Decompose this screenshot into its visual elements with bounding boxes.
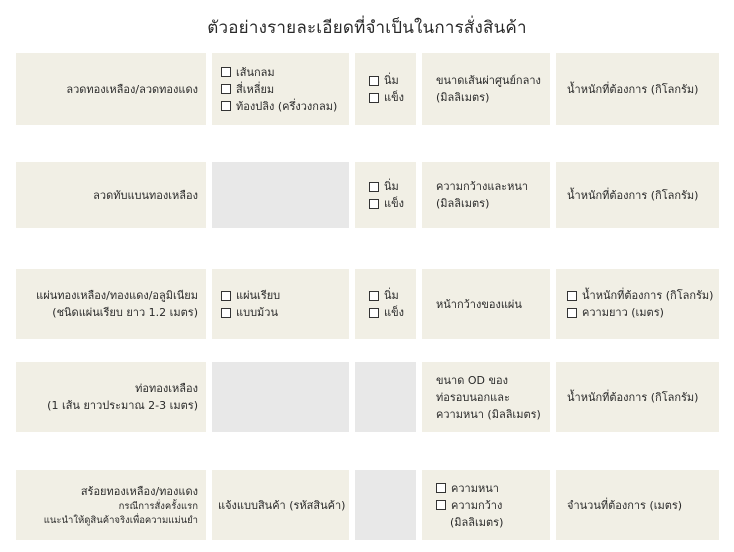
option-flat-sheet[interactable]: แผ่นเรียบ [221,287,349,304]
option-coil[interactable]: แบบม้วน [221,304,349,321]
row3-quantity-options [556,269,719,339]
option-half-round[interactable]: ท้องปลิง (ครึ่งวงกลม) [221,98,349,115]
row3-product [16,269,206,339]
row4-dimension: ขนาด OD ของ ท่อรอบนอกและ ความหนา (มิลลิเมตร) [422,362,550,432]
row2-shape-empty [212,162,349,228]
product-spec: (1 เส้น ยาวประมาณ 2-3 เมตร) [47,399,198,412]
checkbox[interactable] [436,483,446,493]
row2-product [16,162,206,228]
row1-hardness-options [355,53,416,125]
option-width[interactable]: ความกว้าง [436,497,550,514]
option-hard[interactable]: แข็ง [369,304,416,321]
product-note: กรณีการสั่งครั้งแรก [118,500,198,512]
checkbox[interactable] [369,76,379,86]
option-soft[interactable]: นิ่ม [369,72,416,89]
checkbox[interactable] [567,291,577,301]
row1-product [16,53,206,125]
row4-quantity: น้ำหนักที่ต้องการ (กิโลกรัม) [556,362,719,432]
product-note: แนะนำให้ดูสินค้าจริงเพื่อความแม่นยำ [43,514,198,526]
option-hard[interactable]: แข็ง [369,195,416,212]
checkbox[interactable] [369,291,379,301]
row1-shape-options [212,53,349,125]
checkbox[interactable] [221,101,231,111]
product-name: ลวดทับแบนทองเหลือง [93,188,198,202]
row4-hardness-empty [355,362,416,432]
page-title: ตัวอย่างรายละเอียดที่จำเป็นในการสั่งสินค้า [207,18,527,38]
checkbox[interactable] [221,308,231,318]
row4-product [16,362,206,432]
row5-quantity: จำนวนที่ต้องการ (เมตร) [556,470,719,540]
product-name: สร้อยทองเหลือง/ทองแดง [80,484,198,498]
checkbox[interactable] [221,291,231,301]
dimension-unit: (มิลลิเมตร) [450,515,504,529]
row1-quantity: น้ำหนักที่ต้องการ (กิโลกรัม) [556,53,719,125]
checkbox[interactable] [221,84,231,94]
option-length[interactable]: ความยาว (เมตร) [567,304,719,321]
row3-hardness-options [355,269,416,339]
option-hard[interactable]: แข็ง [369,89,416,106]
row2-hardness-options [355,162,416,228]
checkbox[interactable] [567,308,577,318]
row5-product [16,470,206,540]
option-soft[interactable]: นิ่ม [369,178,416,195]
row3-shape-options [212,269,349,339]
product-name: ท่อทองเหลือง [135,382,198,395]
checkbox[interactable] [369,93,379,103]
product-spec: (ชนิดแผ่นเรียบ ยาว 1.2 เมตร) [52,306,198,319]
row4-shape-empty [212,362,349,432]
row5-pattern: แจ้งแบบสินค้า (รหัสสินค้า) [212,470,349,540]
checkbox[interactable] [436,500,446,510]
option-soft[interactable]: นิ่ม [369,287,416,304]
option-thickness[interactable]: ความหนา [436,480,550,497]
option-square[interactable]: สี่เหลี่ยม [221,81,349,98]
row2-quantity: น้ำหนักที่ต้องการ (กิโลกรัม) [556,162,719,228]
row3-dimension: หน้ากว้างของแผ่น [422,269,550,339]
checkbox[interactable] [221,67,231,77]
checkbox[interactable] [369,308,379,318]
product-name: ลวดทองเหลือง/ลวดทองแดง [66,82,198,96]
product-name: แผ่นทองเหลือง/ทองแดง/อลูมิเนียม [36,289,198,302]
row5-hardness-empty [355,470,416,540]
checkbox[interactable] [369,199,379,209]
checkbox[interactable] [369,182,379,192]
row5-dimension-options [422,470,550,540]
option-round[interactable]: เส้นกลม [221,64,349,81]
row2-dimension: ความกว้างและหนา (มิลลิเมตร) [422,162,550,228]
row1-dimension: ขนาดเส้นผ่าศูนย์กลาง (มิลลิเมตร) [422,53,550,125]
option-weight[interactable]: น้ำหนักที่ต้องการ (กิโลกรัม) [567,287,719,304]
